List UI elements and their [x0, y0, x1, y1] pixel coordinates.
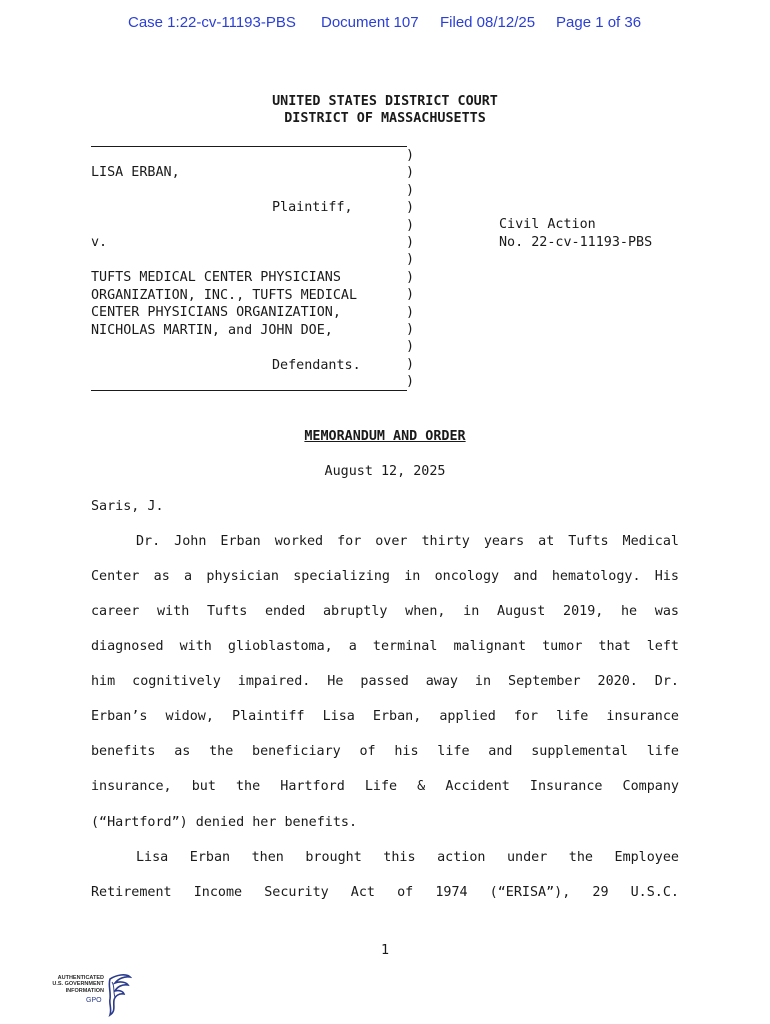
gpo-abbr: GPO: [86, 997, 102, 1004]
caption-bottom-rule: [91, 390, 407, 391]
page-count: Page 1 of 36: [556, 14, 642, 31]
caption-paren: ): [406, 217, 415, 233]
eagle-icon: [106, 973, 132, 1017]
page-number: 1: [380, 943, 390, 958]
versus: v.: [91, 235, 108, 250]
body-line: benefits as the beneficiary of his life and supplemental life: [91, 744, 679, 759]
case-number: Case 1:22-cv-11193-PBS: [128, 14, 296, 31]
gpo-logo-text: AUTHENTICATED U.S. GOVERNMENT INFORMATION: [52, 975, 104, 994]
body-line: Lisa Erban then brought this action under the Employee: [136, 850, 679, 865]
caption-paren: ): [406, 234, 415, 250]
body-line: him cognitively impaired. He passed away in September 2020. Dr.: [91, 674, 679, 689]
plaintiff-role: Plaintiff,: [272, 200, 353, 215]
civil-action-number: No. 22-cv-11193-PBS: [499, 235, 653, 250]
body-line: career with Tufts ended abruptly when, in August 2019, he was: [91, 604, 679, 619]
defendant-line: NICHOLAS MARTIN, and JOHN DOE,: [91, 323, 333, 338]
caption-paren: ): [406, 252, 415, 268]
plaintiff-name: LISA ERBAN,: [91, 165, 180, 180]
body-line: diagnosed with glioblastoma, a terminal malignant tumor that left: [91, 639, 679, 654]
memo-date: August 12, 2025: [324, 464, 446, 479]
caption-parentheses: [406, 147, 418, 390]
court-district: DISTRICT OF MASSACHUSETTS: [284, 111, 486, 126]
filing-header: [0, 14, 770, 34]
caption-paren: ): [406, 200, 415, 216]
defendants-role: Defendants.: [272, 358, 361, 373]
caption-paren: ): [406, 182, 415, 198]
defendant-line: CENTER PHYSICIANS ORGANIZATION,: [91, 305, 341, 320]
body-line: Retirement Income Security Act of 1974 (“ERISA”), 29 U.S.C.: [91, 885, 679, 900]
caption-paren: ): [406, 165, 415, 181]
judge-name: Saris, J.: [91, 499, 164, 514]
caption-paren: ): [406, 304, 415, 320]
caption-paren: ): [406, 339, 415, 355]
body-line: Center as a physician specializing in oncology and hematology. His: [91, 569, 679, 584]
document-number: Document 107: [321, 14, 419, 31]
body-line: Dr. John Erban worked for over thirty years at Tufts Medical: [136, 534, 679, 549]
caption-paren: ): [406, 374, 415, 390]
caption-paren: ): [406, 321, 415, 337]
court-name: UNITED STATES DISTRICT COURT: [272, 94, 498, 109]
defendant-line: TUFTS MEDICAL CENTER PHYSICIANS: [91, 270, 341, 285]
body-line: (“Hartford”) denied her benefits.: [91, 815, 358, 830]
caption-paren: ): [406, 287, 415, 303]
caption-paren: ): [406, 356, 415, 372]
gpo-authentication-logo: [46, 973, 128, 1017]
body-line: insurance, but the Hartford Life & Accident Insurance Company: [91, 779, 679, 794]
body-line: Erban’s widow, Plaintiff Lisa Erban, applied for life insurance: [91, 709, 679, 724]
caption-paren: ): [406, 269, 415, 285]
filed-date: Filed 08/12/25: [440, 14, 536, 31]
memo-title: MEMORANDUM AND ORDER: [304, 429, 466, 444]
caption-paren: ): [406, 148, 415, 163]
caption-top-rule: [91, 146, 407, 147]
defendant-line: ORGANIZATION, INC., TUFTS MEDICAL: [91, 288, 358, 303]
civil-action-label: Civil Action: [499, 217, 596, 232]
